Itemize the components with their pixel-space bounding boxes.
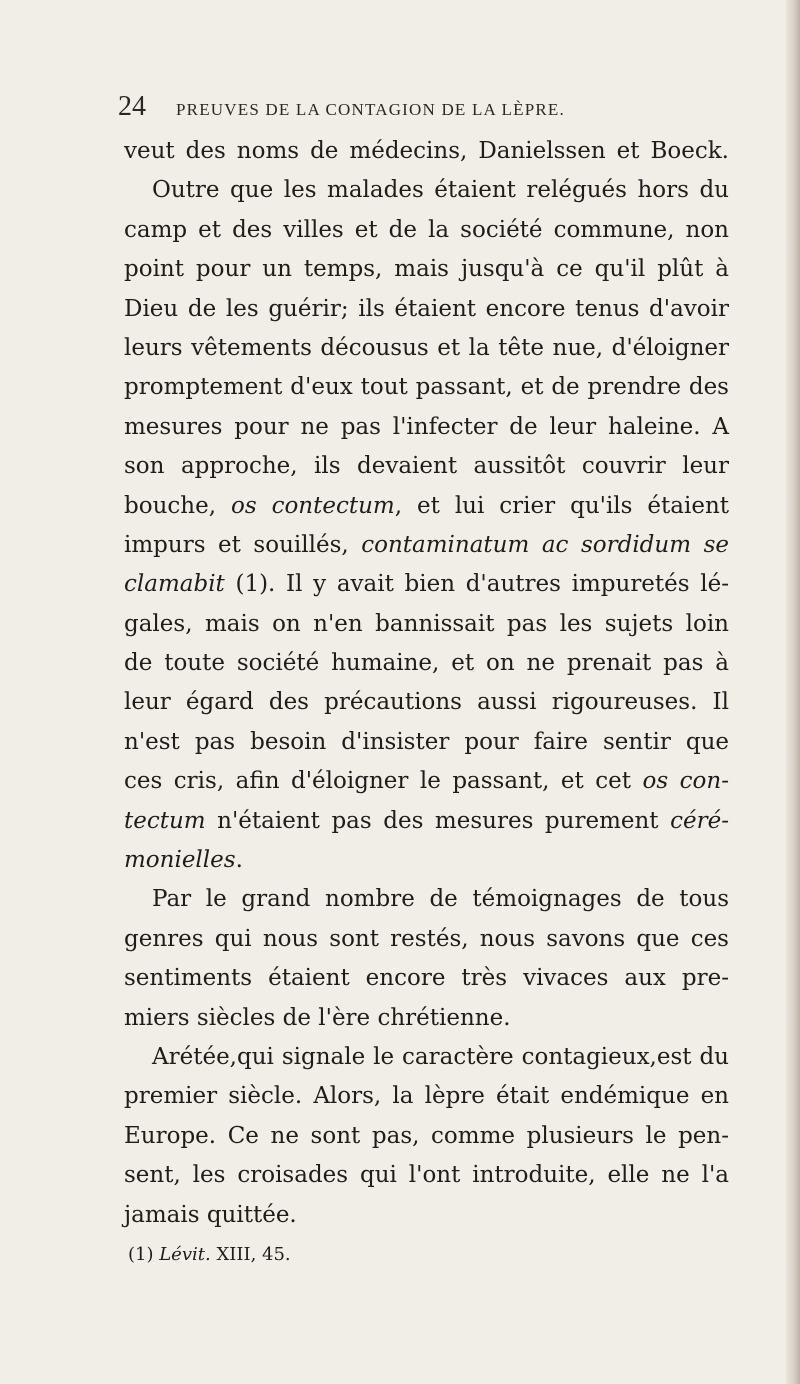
latin-quote: os contectum — [230, 492, 395, 519]
text-fragment: ces cris, afin d'éloigner le passant, et cet — [124, 768, 643, 795]
text-fragment: bouche, — [124, 492, 231, 519]
text-line: Par le grand nombre de témoignages de tous — [152, 886, 729, 913]
text-line: leur égard des précautions aussi rigoureuses. Il — [124, 689, 729, 716]
page-edge — [786, 0, 800, 1384]
footnote — [124, 1235, 729, 1274]
text-line: camp et des villes et de la société commune, non — [124, 216, 729, 243]
text-fragment: n'étaient pas des mesures purement — [205, 807, 671, 834]
text-line: miers siècles de l'ère chrétienne. — [124, 1004, 511, 1031]
text-line: Arétée,qui signale le caractère contagieux,est du — [152, 1043, 729, 1070]
footnote-marker: (1) — [128, 1243, 160, 1265]
text-line: mesures pour ne pas l'infecter de leur haleine. A — [124, 413, 729, 440]
text-line: Dieu de les guérir; ils étaient encore tenus d'avoir — [124, 295, 729, 322]
footnote-reference: XIII, 45. — [210, 1243, 291, 1265]
latin-quote: contaminatum ac sordidum se — [361, 531, 729, 558]
text-fragment: . — [235, 847, 243, 874]
text-line — [124, 487, 729, 526]
text-line: genres qui nous sont restés, nous savons que ces — [124, 925, 729, 952]
text-line — [124, 802, 729, 841]
body-text — [124, 132, 729, 1274]
page-number: 24 — [118, 91, 146, 122]
text-line: son approche, ils devaient aussitôt couvrir leur — [124, 453, 729, 480]
latin-quote: os con- — [642, 768, 729, 795]
text-line: sent, les croisades qui l'ont introduite, elle ne l'a — [124, 1162, 729, 1189]
text-line: point pour un temps, mais jusqu'à ce qu'il plût à — [124, 256, 729, 283]
text-line: n'est pas besoin d'insister pour faire sentir que — [124, 728, 729, 755]
text-line: de toute société humaine, et on ne prenait pas à — [124, 650, 729, 677]
italic-word: céré- — [670, 807, 729, 834]
latin-quote: tectum — [124, 807, 206, 834]
page-header — [118, 91, 738, 123]
text-line — [124, 565, 729, 604]
text-line: premier siècle. Alors, la lèpre était endémique en — [124, 1083, 729, 1110]
text-line — [124, 841, 729, 880]
text-line: sentiments étaient encore très vivaces aux pre- — [124, 965, 729, 992]
italic-word: monielles — [124, 847, 236, 874]
text-line: veut des noms de médecins, Danielssen et Boeck. — [124, 138, 729, 164]
text-fragment: (1). Il y avait bien d'autres impuretés lé- — [224, 571, 729, 598]
text-line: gales, mais on n'en bannissait pas les sujets loin — [124, 610, 729, 637]
latin-quote: clamabit — [124, 571, 225, 598]
text-fragment: impurs et souillés, — [124, 531, 362, 558]
text-line: Outre que les malades étaient relégués hors du — [152, 177, 729, 204]
text-fragment: , et lui crier qu'ils étaient — [394, 492, 730, 519]
text-line: Europe. Ce ne sont pas, comme plusieurs le pen- — [124, 1122, 729, 1149]
text-line: jamais quittée. — [124, 1201, 297, 1228]
running-title: PREUVES DE LA CONTAGION DE LA LÈPRE. — [176, 100, 565, 119]
footnote-source: Lévit. — [159, 1243, 211, 1265]
text-line: promptement d'eux tout passant, et de prendre des — [124, 374, 729, 401]
text-line — [124, 526, 729, 565]
text-line — [124, 762, 729, 801]
text-line: leurs vêtements décousus et la tête nue, d'éloigner — [124, 334, 729, 361]
